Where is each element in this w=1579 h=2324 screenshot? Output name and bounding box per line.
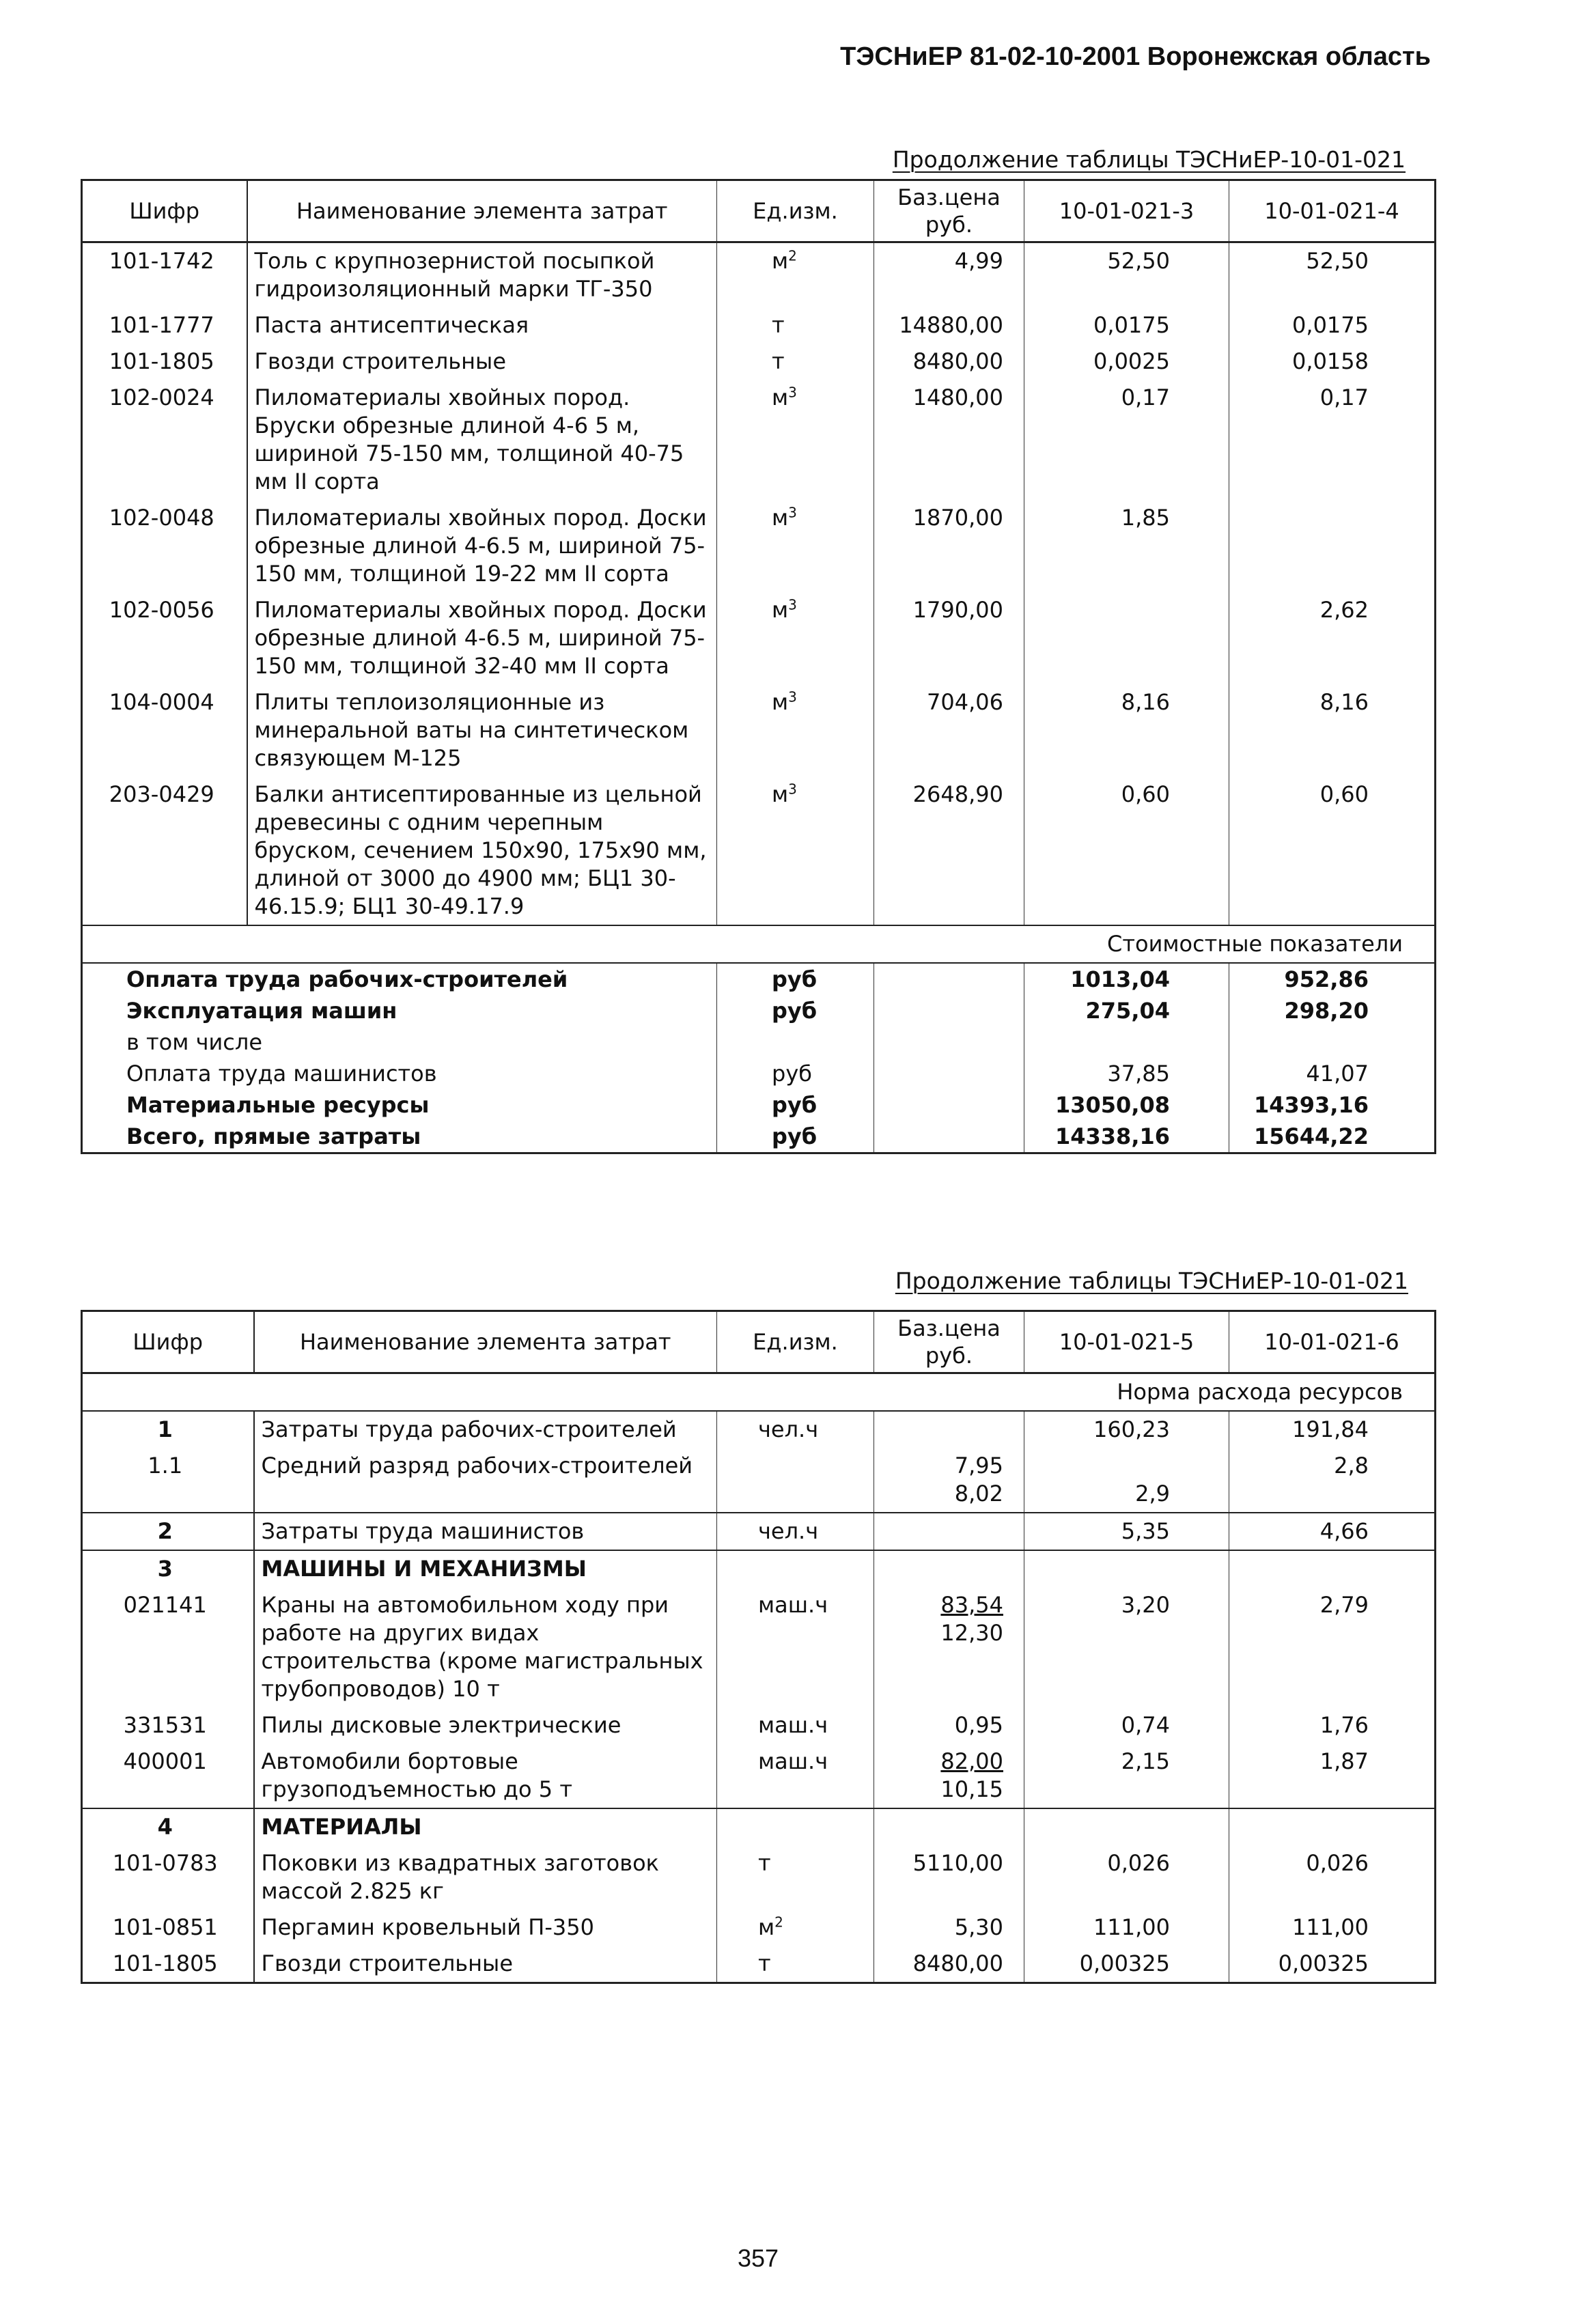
unit-text: т	[758, 1950, 771, 1976]
norm-value-10-01-021-4: 0,0175	[1229, 307, 1436, 344]
table-row	[82, 1707, 1436, 1744]
resource-name: Затраты труда рабочих-строителей	[254, 1411, 717, 1448]
base-price: 1480,00	[874, 380, 1024, 500]
base-price-value: 82,00	[940, 1748, 1003, 1774]
resource-name: Пиломатериалы хвойных пород. Бруски обрезные длиной 4-6 5 м, шириной 75-150 мм, толщиной 40-75 мм II сорта	[247, 380, 717, 500]
table-row	[82, 1513, 1436, 1550]
table-row	[82, 1808, 1436, 1845]
col-header-code: Шифр	[82, 1311, 254, 1373]
summary-price-empty	[874, 1058, 1024, 1089]
base-price: 1790,00	[874, 592, 1024, 684]
resource-unit	[717, 1744, 874, 1808]
base-price: 14880,00	[874, 307, 1024, 344]
unit-exponent: 2	[788, 247, 797, 264]
summary-label: Эксплуатация машин	[126, 998, 397, 1024]
norm-value-10-01-021-6: 1,87	[1229, 1744, 1436, 1808]
unit-text: чел.ч	[758, 1416, 819, 1442]
unit-text: маш.ч	[758, 1592, 828, 1618]
resource-table-1	[81, 179, 1436, 1154]
summary-value-10-01-021-4: 14393,16	[1229, 1089, 1436, 1121]
resource-code: 104-0004	[109, 689, 214, 715]
summary-value-10-01-021-4: 952,86	[1229, 963, 1436, 995]
cost-section-title: Стоимостные показатели	[82, 925, 1436, 963]
document-title: ТЭСНиЕР 81-02-10-2001 Воронежская область	[840, 42, 1431, 71]
summary-price-empty	[874, 1026, 1024, 1058]
table-row	[82, 1448, 1436, 1513]
norm-section-header	[82, 1373, 1436, 1412]
summary-unit: руб	[717, 963, 874, 995]
resource-table-2	[81, 1310, 1436, 1984]
cost-section-header	[82, 925, 1436, 963]
resource-name: Плиты теплоизоляционные из минеральной ваты на синтетическом связующем М-125	[247, 684, 717, 776]
unit-text: м	[772, 689, 789, 715]
base-price-value: 0,95	[954, 1712, 1003, 1738]
resource-code: 021141	[123, 1592, 207, 1618]
unit-text: м	[758, 1914, 775, 1940]
resource-name: Балки антисептированные из цельной древесины с одним черепным бруском, сечением 150х90, 175х90 мм, длиной от 3000 до 4900 мм; БЦ1 30-46.15.9; БЦ1 30-49.17.9	[247, 776, 717, 925]
base-price	[874, 1550, 1024, 1587]
base-price-secondary: 12,30	[940, 1620, 1003, 1646]
table-row	[82, 500, 1436, 592]
resource-name: Толь с крупнозернистой посыпкой гидроизоляционный марки ТГ-350	[247, 242, 717, 308]
resource-code: 101-0783	[112, 1850, 218, 1876]
resource-unit	[717, 684, 874, 776]
col-header-price: Баз.цена руб.	[874, 180, 1024, 242]
summary-value-10-01-021-4	[1229, 1026, 1436, 1058]
base-price: 4,99	[874, 242, 1024, 308]
norm-value-10-01-021-4: 52,50	[1229, 242, 1436, 308]
norm-value-10-01-021-4: 0,60	[1229, 776, 1436, 925]
norm-value-10-01-021-6	[1229, 1550, 1436, 1587]
unit-exponent: 2	[774, 1914, 783, 1931]
resource-unit	[717, 380, 874, 500]
norm-value-10-01-021-6: 2,79	[1229, 1587, 1436, 1707]
resource-code: 102-0056	[109, 597, 214, 623]
resource-unit	[717, 592, 874, 684]
summary-unit: руб	[717, 1089, 874, 1121]
table-row	[82, 380, 1436, 500]
norm-value-10-01-021-3: 0,0025	[1024, 344, 1229, 380]
summary-price-empty	[874, 1121, 1024, 1153]
unit-exponent: 3	[788, 688, 797, 705]
resource-unit	[717, 1550, 874, 1587]
summary-row	[82, 995, 1436, 1026]
resource-unit	[717, 1587, 874, 1707]
table-row	[82, 1909, 1436, 1946]
resource-code: 101-0851	[112, 1914, 218, 1940]
unit-text: чел.ч	[758, 1518, 819, 1544]
resource-name: Краны на автомобильном ходу при работе на других видах строительства (кроме магистральных трубопроводов) 10 т	[254, 1587, 717, 1707]
summary-value-10-01-021-3: 14338,16	[1024, 1121, 1229, 1153]
col-header-name: Наименование элемента затрат	[247, 180, 717, 242]
col-header-10-01-021-3: 10-01-021-3	[1024, 180, 1229, 242]
resource-name: Гвозди строительные	[247, 344, 717, 380]
resource-unit	[717, 344, 874, 380]
base-price: 1870,00	[874, 500, 1024, 592]
resource-code: 400001	[123, 1748, 207, 1774]
unit-text: маш.ч	[758, 1712, 828, 1738]
resource-unit	[717, 1845, 874, 1909]
base-price	[874, 1845, 1024, 1909]
summary-value-10-01-021-3: 37,85	[1024, 1058, 1229, 1089]
unit-exponent: 3	[788, 504, 797, 521]
resource-code: 1.1	[148, 1453, 183, 1479]
norm-value-10-01-021-3: 52,50	[1024, 242, 1229, 308]
norm-value-10-01-021-4: 0,17	[1229, 380, 1436, 500]
resource-unit	[717, 1513, 874, 1550]
summary-price-empty	[874, 963, 1024, 995]
norm-value-10-01-021-6: 111,00	[1229, 1909, 1436, 1946]
norm-value-10-01-021-6	[1229, 1808, 1436, 1845]
norm-value-10-01-021-4	[1229, 500, 1436, 592]
unit-exponent: 3	[788, 596, 797, 613]
unit-exponent: 3	[788, 781, 797, 798]
norm-value-10-01-021-3	[1024, 592, 1229, 684]
summary-value-10-01-021-3: 275,04	[1024, 995, 1229, 1026]
resource-name: Паста антисептическая	[247, 307, 717, 344]
base-price	[874, 1946, 1024, 1983]
norm-value-10-01-021-5: 111,00	[1024, 1909, 1229, 1946]
col-header-unit: Ед.изм.	[717, 1311, 874, 1373]
resource-unit	[717, 307, 874, 344]
base-price	[874, 1707, 1024, 1744]
resource-code: 2	[82, 1513, 254, 1550]
norm-value-10-01-021-3: 1,85	[1024, 500, 1229, 592]
table-row	[82, 1845, 1436, 1909]
resource-code: 331531	[123, 1712, 207, 1738]
base-price-secondary: 10,15	[940, 1776, 1003, 1802]
col-header-code: Шифр	[82, 180, 247, 242]
base-price	[874, 1587, 1024, 1707]
norm-value-10-01-021-5: 0,74	[1024, 1707, 1229, 1744]
table-row	[82, 1550, 1436, 1587]
resource-name: Гвозди строительные	[254, 1946, 717, 1983]
resource-code: 101-1805	[112, 1950, 218, 1976]
unit-exponent: 3	[788, 384, 797, 401]
summary-row	[82, 963, 1436, 995]
base-price	[874, 1909, 1024, 1946]
table-row	[82, 592, 1436, 684]
summary-price-empty	[874, 1089, 1024, 1121]
page-number: 357	[737, 2244, 779, 2272]
resource-code: 102-0024	[109, 384, 214, 410]
summary-value-10-01-021-4: 298,20	[1229, 995, 1436, 1026]
norm-value-10-01-021-5	[1024, 1808, 1229, 1845]
table1-body	[82, 242, 1436, 926]
base-price-value: 7,95	[954, 1453, 1003, 1479]
unit-text: м	[772, 781, 789, 807]
col-header-price: Баз.цена руб.	[874, 1311, 1024, 1373]
resource-code: 4	[82, 1808, 254, 1845]
summary-label: Материальные ресурсы	[126, 1092, 430, 1118]
unit-text: маш.ч	[758, 1748, 828, 1774]
unit-text: м	[772, 248, 789, 274]
table2-header-row	[82, 1311, 1436, 1373]
summary-row	[82, 1058, 1436, 1089]
unit-text: м	[772, 384, 789, 410]
unit-text: м	[772, 597, 789, 623]
col-header-10-01-021-5: 10-01-021-5	[1024, 1311, 1229, 1373]
resource-name: Пергамин кровельный П-350	[254, 1909, 717, 1946]
col-header-unit: Ед.изм.	[717, 180, 874, 242]
summary-unit: руб	[717, 1058, 874, 1089]
summary-value-10-01-021-4: 15644,22	[1229, 1121, 1436, 1153]
summary-label: в том числе	[126, 1029, 262, 1055]
base-price: 8480,00	[874, 344, 1024, 380]
table1-summary	[82, 963, 1436, 1153]
norm-value-10-01-021-5: 3,20	[1024, 1587, 1229, 1707]
table-row	[82, 1411, 1436, 1448]
summary-row	[82, 1026, 1436, 1058]
summary-label: Оплата труда машинистов	[126, 1061, 437, 1087]
norm-value-10-01-021-6: 4,66	[1229, 1513, 1436, 1550]
resource-code: 101-1805	[109, 348, 214, 374]
resource-name: МАТЕРИАЛЫ	[254, 1808, 717, 1845]
table-row	[82, 344, 1436, 380]
resource-code: 101-1777	[109, 312, 214, 338]
norm-value-10-01-021-3: 0,60	[1024, 776, 1229, 925]
table1-caption: Продолжение таблицы ТЭСНиЕР-10-01-021	[892, 146, 1406, 173]
norm-value-10-01-021-5: 160,23	[1024, 1411, 1229, 1448]
resource-unit	[717, 500, 874, 592]
base-price	[874, 1448, 1024, 1513]
unit-text: т	[758, 1850, 771, 1876]
norm-value-10-01-021-5: 0,026	[1024, 1845, 1229, 1909]
unit-text: т	[772, 312, 785, 338]
resource-unit	[717, 1946, 874, 1983]
summary-price-empty	[874, 995, 1024, 1026]
resource-unit	[717, 776, 874, 925]
resource-code: 203-0429	[109, 781, 214, 807]
table2-caption: Продолжение таблицы ТЭСНиЕР-10-01-021	[895, 1268, 1408, 1294]
base-price-value: 83,54	[940, 1592, 1003, 1618]
resource-code: 101-1742	[109, 248, 214, 274]
resource-code: 3	[82, 1550, 254, 1587]
resource-name: Поковки из квадратных заготовок массой 2.825 кг	[254, 1845, 717, 1909]
resource-name: Пиломатериалы хвойных пород. Доски обрезные длиной 4-6.5 м, шириной 75-150 мм, толщиной 19-22 мм II сорта	[247, 500, 717, 592]
resource-code: 102-0048	[109, 505, 214, 531]
table1-header-row	[82, 180, 1436, 242]
summary-unit	[717, 1026, 874, 1058]
resource-name: Пиломатериалы хвойных пород. Доски обрезные длиной 4-6.5 м, шириной 75-150 мм, толщиной 32-40 мм II сорта	[247, 592, 717, 684]
norm-value-10-01-021-6: 1,76	[1229, 1707, 1436, 1744]
base-price-value: 5,30	[954, 1914, 1003, 1940]
base-price	[874, 1411, 1024, 1448]
base-price	[874, 1744, 1024, 1808]
norm-value-10-01-021-5: 2,15	[1024, 1744, 1229, 1808]
norm-value-10-01-021-4: 8,16	[1229, 684, 1436, 776]
base-price-secondary: 8,02	[954, 1481, 1003, 1507]
resource-name: Затраты труда машинистов	[254, 1513, 717, 1550]
unit-text: м	[772, 505, 789, 531]
norm-value-10-01-021-5	[1024, 1550, 1229, 1587]
summary-value-10-01-021-4: 41,07	[1229, 1058, 1436, 1089]
table-row	[82, 776, 1436, 925]
base-price-value: 5110,00	[912, 1850, 1003, 1876]
resource-unit	[717, 1411, 874, 1448]
summary-row	[82, 1089, 1436, 1121]
summary-value-10-01-021-3: 1013,04	[1024, 963, 1229, 995]
base-price	[874, 1808, 1024, 1845]
summary-value-10-01-021-3	[1024, 1026, 1229, 1058]
resource-name: МАШИНЫ И МЕХАНИЗМЫ	[254, 1550, 717, 1587]
col-header-10-01-021-6: 10-01-021-6	[1229, 1311, 1436, 1373]
table-row	[82, 684, 1436, 776]
resource-name: Средний разряд рабочих-строителей	[254, 1448, 717, 1513]
summary-unit: руб	[717, 1121, 874, 1153]
summary-unit: руб	[717, 995, 874, 1026]
base-price: 2648,90	[874, 776, 1024, 925]
summary-value-10-01-021-3: 13050,08	[1024, 1089, 1229, 1121]
norm-value-10-01-021-6: 2,8	[1229, 1448, 1436, 1513]
table-row	[82, 242, 1436, 308]
unit-text: т	[772, 348, 785, 374]
resource-unit	[717, 1448, 874, 1513]
table-row	[82, 307, 1436, 344]
table2-body	[82, 1411, 1436, 1983]
norm-section-title: Норма расхода ресурсов	[82, 1373, 1436, 1412]
base-price	[874, 1513, 1024, 1550]
norm-value-10-01-021-4: 2,62	[1229, 592, 1436, 684]
table-row	[82, 1587, 1436, 1707]
resource-name: Автомобили бортовые грузоподъемностью до 5 т	[254, 1744, 717, 1808]
table-row	[82, 1946, 1436, 1983]
base-price-value: 8480,00	[912, 1950, 1003, 1976]
resource-code: 1	[157, 1416, 173, 1442]
norm-value-10-01-021-6: 0,00325	[1229, 1946, 1436, 1983]
summary-label: Всего, прямые затраты	[126, 1123, 421, 1149]
resource-unit	[717, 1808, 874, 1845]
norm-value-10-01-021-6: 191,84	[1229, 1411, 1436, 1448]
summary-row	[82, 1121, 1436, 1153]
norm-value-10-01-021-3: 0,0175	[1024, 307, 1229, 344]
resource-unit	[717, 1707, 874, 1744]
norm-value-10-01-021-5: 0,00325	[1024, 1946, 1229, 1983]
col-header-name: Наименование элемента затрат	[254, 1311, 717, 1373]
table-row	[82, 1744, 1436, 1808]
norm-value-10-01-021-6: 0,026	[1229, 1845, 1436, 1909]
norm-value-10-01-021-4: 0,0158	[1229, 344, 1436, 380]
norm-value-10-01-021-3: 8,16	[1024, 684, 1229, 776]
summary-label: Оплата труда рабочих-строителей	[126, 966, 568, 992]
resource-unit	[717, 1909, 874, 1946]
resource-unit	[717, 242, 874, 308]
col-header-10-01-021-4: 10-01-021-4	[1229, 180, 1436, 242]
norm-value-10-01-021-3: 0,17	[1024, 380, 1229, 500]
norm-value-10-01-021-5: 2,9	[1024, 1448, 1229, 1513]
resource-name: Пилы дисковые электрические	[254, 1707, 717, 1744]
base-price: 704,06	[874, 684, 1024, 776]
norm-value-10-01-021-5: 5,35	[1024, 1513, 1229, 1550]
